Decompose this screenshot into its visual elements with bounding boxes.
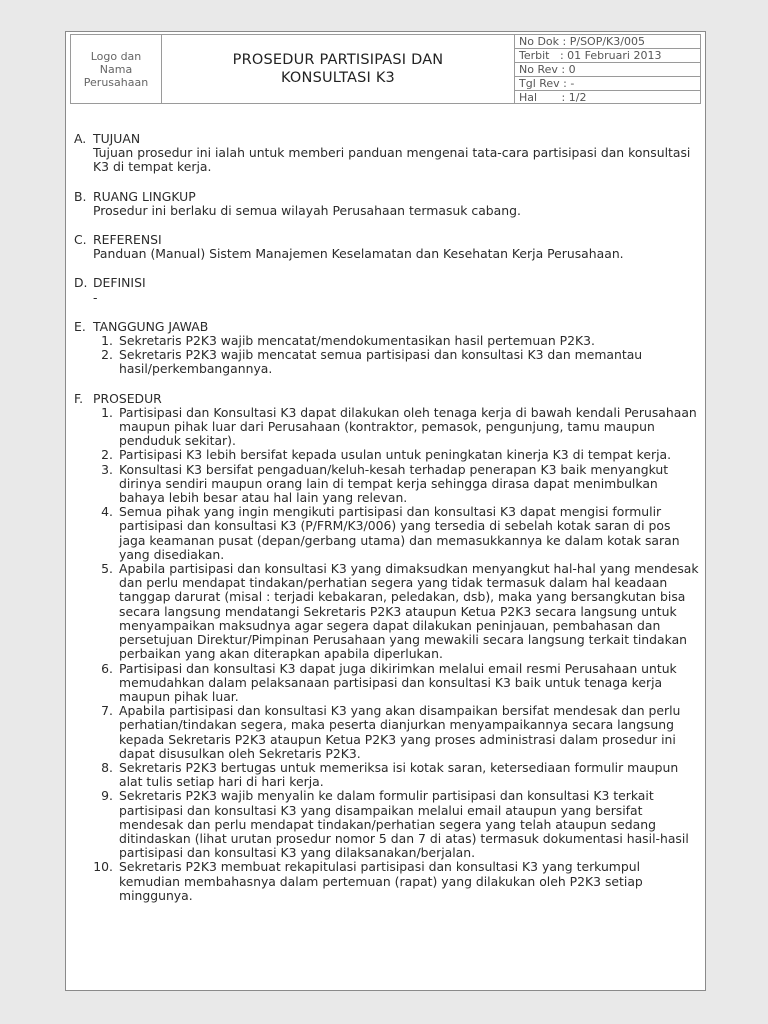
list-item-text: Konsultasi K3 bersifat pengaduan/keluh-kesah terhadap penerapan K3 baik menyangkut dirinya sendiri maupun orang lain di tempat kerja sehingga dirasa dapat menimbulkan bahaya lebih besar atau hal lain yang relevan. xyxy=(119,461,669,506)
section-ruang-lingkup xyxy=(74,190,699,218)
document-body xyxy=(74,132,699,918)
section-tanggung-jawab xyxy=(74,320,699,377)
list-item-number: 9. xyxy=(101,788,113,804)
list-item-text: Semua pihak yang ingin mengikuti partisipasi dan konsultasi K3 dapat mengisi formulir partisipasi dan konsultasi K3 (P/FRM/K3/006) yang tersedia di sebelah kotak saran di pos jaga keamanan pusat (depan/gerbang utama) dan memasukkannya ke dalam kotak saran yang disediakan. xyxy=(119,504,680,562)
list-item-number: 1. xyxy=(101,333,113,349)
list-item-number: 5. xyxy=(101,561,113,577)
list-item-text: Sekretaris P2K3 wajib mencatat semua partisipasi dan konsultasi K3 dan memantau hasil/perkembangannya. xyxy=(119,347,643,377)
list-item-number: 3. xyxy=(101,461,113,477)
meta-revision-date: Tgl Rev : - xyxy=(515,77,700,91)
responsibility-list xyxy=(74,334,699,377)
list-item-text: Sekretaris P2K3 bertugas untuk memeriksa isi kotak saran, ketersediaan formulir maupun alat tulis setiap hari di hari kerja. xyxy=(119,759,679,790)
section-text: Panduan (Manual) Sistem Manajemen Keselamatan dan Kesehatan Kerja Perusahaan. xyxy=(93,246,624,262)
list-item xyxy=(93,761,699,789)
list-item-number: 1. xyxy=(101,404,113,420)
section-tujuan xyxy=(74,132,699,175)
section-letter: D. xyxy=(74,275,88,291)
list-item xyxy=(93,704,699,761)
list-item xyxy=(93,789,699,860)
logo-line: Logo dan xyxy=(90,49,142,63)
list-item xyxy=(93,505,699,562)
meta-revision-number: No Rev : 0 xyxy=(515,63,700,77)
section-definisi xyxy=(74,276,699,304)
logo-line: Perusahaan xyxy=(83,75,149,89)
list-item-text: Apabila partisipasi dan konsultasi K3 yang akan disampaikan bersifat mendesak dan perlu perhatian/tindakan segera, maka peserta dianjurkan menyampaikannya secara langsung kepada Sekretaris P2K3 ataupun Ketua P2K3 yang proses administrasi dalam prosedur ini dapat disusulkan oleh Sekretaris P2K3. xyxy=(119,703,681,761)
list-item-number: 2. xyxy=(101,347,113,363)
list-item-number: 6. xyxy=(101,660,113,676)
section-letter: B. xyxy=(74,188,87,204)
list-item-number: 4. xyxy=(101,504,113,520)
list-item xyxy=(93,463,699,506)
document-page xyxy=(65,31,706,991)
list-item-text: Apabila partisipasi dan konsultasi K3 yang dimaksudkan menyangkut hal-hal yang mendesak dan perlu mendapat tindakan/perhatian segera yang tidak termasuk dalam hal keadaan tanggap darurat (misal : terjadi kebakaran, peledakan, dsb), maka yang bersangkutan bisa secara langsung mendatangi Sekretaris P2K3 ataupun Ketua P2K3 secara langsung untuk menyampaikan maksudnya agar segera dapat dilakukan peninjauan, pembahasan dan persetujuan Direktur/Pimpinan Perusahaan yang mewakili secara langsung terkait tindakan perbaikan yang akan diterapkan apabila diperlukan. xyxy=(119,561,699,662)
procedure-list xyxy=(74,406,699,903)
section-prosedur xyxy=(74,392,699,903)
list-item-number: 10. xyxy=(93,859,113,875)
list-item-text: Partisipasi dan Konsultasi K3 dapat dilakukan oleh tenaga kerja di bawah kendali Perusahaan maupun pihak luar dari Perusahaan (kontraktor, pemasok, pengunjung, tamu maupun penduduk sekitar). xyxy=(119,404,697,449)
list-item-number: 2. xyxy=(101,447,113,463)
list-item-text: Sekretaris P2K3 wajib menyalin ke dalam formulir partisipasi dan konsultasi K3 terkait partisipasi dan konsultasi K3 yang disampaikan melalui email ataupun yang bersifat mendesak dan perlu mendapat tindakan/perhatian segera yang telah ataupun sedang ditindaskan (lihat urutan prosedur nomor 5 dan 7 di atas) termasuk dokumentasi hasil-hasil partisipasi dan konsultasi K3 yang dilaksanakan/berjalan. xyxy=(119,788,689,861)
list-item xyxy=(93,662,699,705)
list-item xyxy=(93,562,699,661)
company-logo-placeholder xyxy=(71,35,162,103)
list-item xyxy=(93,334,699,348)
section-letter: C. xyxy=(74,232,87,248)
section-title: REFERENSI xyxy=(93,232,162,248)
list-item-text: Sekretaris P2K3 membuat rekapitulasi partisipasi dan konsultasi K3 yang terkumpul kemudian membahasnya dalam pertemuan (rapat) yang dilakukan oleh P2K3 setiap minggunya. xyxy=(119,859,643,903)
section-text: - xyxy=(93,289,98,305)
document-header xyxy=(70,34,701,104)
section-text: Prosedur ini berlaku di semua wilayah Perusahaan termasuk cabang. xyxy=(93,202,521,218)
title-line: KONSULTASI K3 xyxy=(281,70,395,86)
list-item xyxy=(93,406,699,449)
list-item-text: Partisipasi K3 lebih bersifat kepada usulan untuk peningkatan kinerja K3 di tempat kerja. xyxy=(119,447,672,463)
meta-doc-number: No Dok : P/SOP/K3/005 xyxy=(515,35,700,49)
meta-issued-date: Terbit : 01 Februari 2013 xyxy=(515,49,700,63)
list-item xyxy=(93,448,699,462)
document-title xyxy=(162,35,515,103)
list-item-number: 8. xyxy=(101,759,113,775)
section-text: Tujuan prosedur ini ialah untuk memberi panduan mengenai tata-cara partisipasi dan konsultasi K3 di tempat kerja. xyxy=(93,145,691,175)
section-title: RUANG LINGKUP xyxy=(93,188,196,204)
list-item-text: Partisipasi dan konsultasi K3 dapat juga dikirimkan melalui email resmi Perusahaan untuk memudahkan dalam pelaksanaan partisipasi dan konsultasi K3 baik untuk tenaga kerja maupun pihak luar. xyxy=(119,660,677,704)
section-letter: A. xyxy=(74,131,87,146)
meta-page: Hal : 1/2 xyxy=(519,91,587,104)
section-title: TANGGUNG JAWAB xyxy=(93,318,209,334)
list-item xyxy=(93,860,699,903)
document-meta-table xyxy=(515,35,700,103)
section-title: PROSEDUR xyxy=(93,390,162,406)
section-letter: F. xyxy=(74,390,84,406)
section-title: TUJUAN xyxy=(93,131,141,146)
section-referensi xyxy=(74,233,699,261)
list-item-number: 7. xyxy=(101,703,113,719)
list-item xyxy=(93,348,699,376)
section-letter: E. xyxy=(74,318,86,334)
list-item-text: Sekretaris P2K3 wajib mencatat/mendokumentasikan hasil pertemuan P2K3. xyxy=(119,333,595,349)
title-line: PROSEDUR PARTISIPASI DAN xyxy=(232,52,444,68)
logo-line: Nama xyxy=(99,62,133,76)
section-title: DEFINISI xyxy=(93,275,146,291)
